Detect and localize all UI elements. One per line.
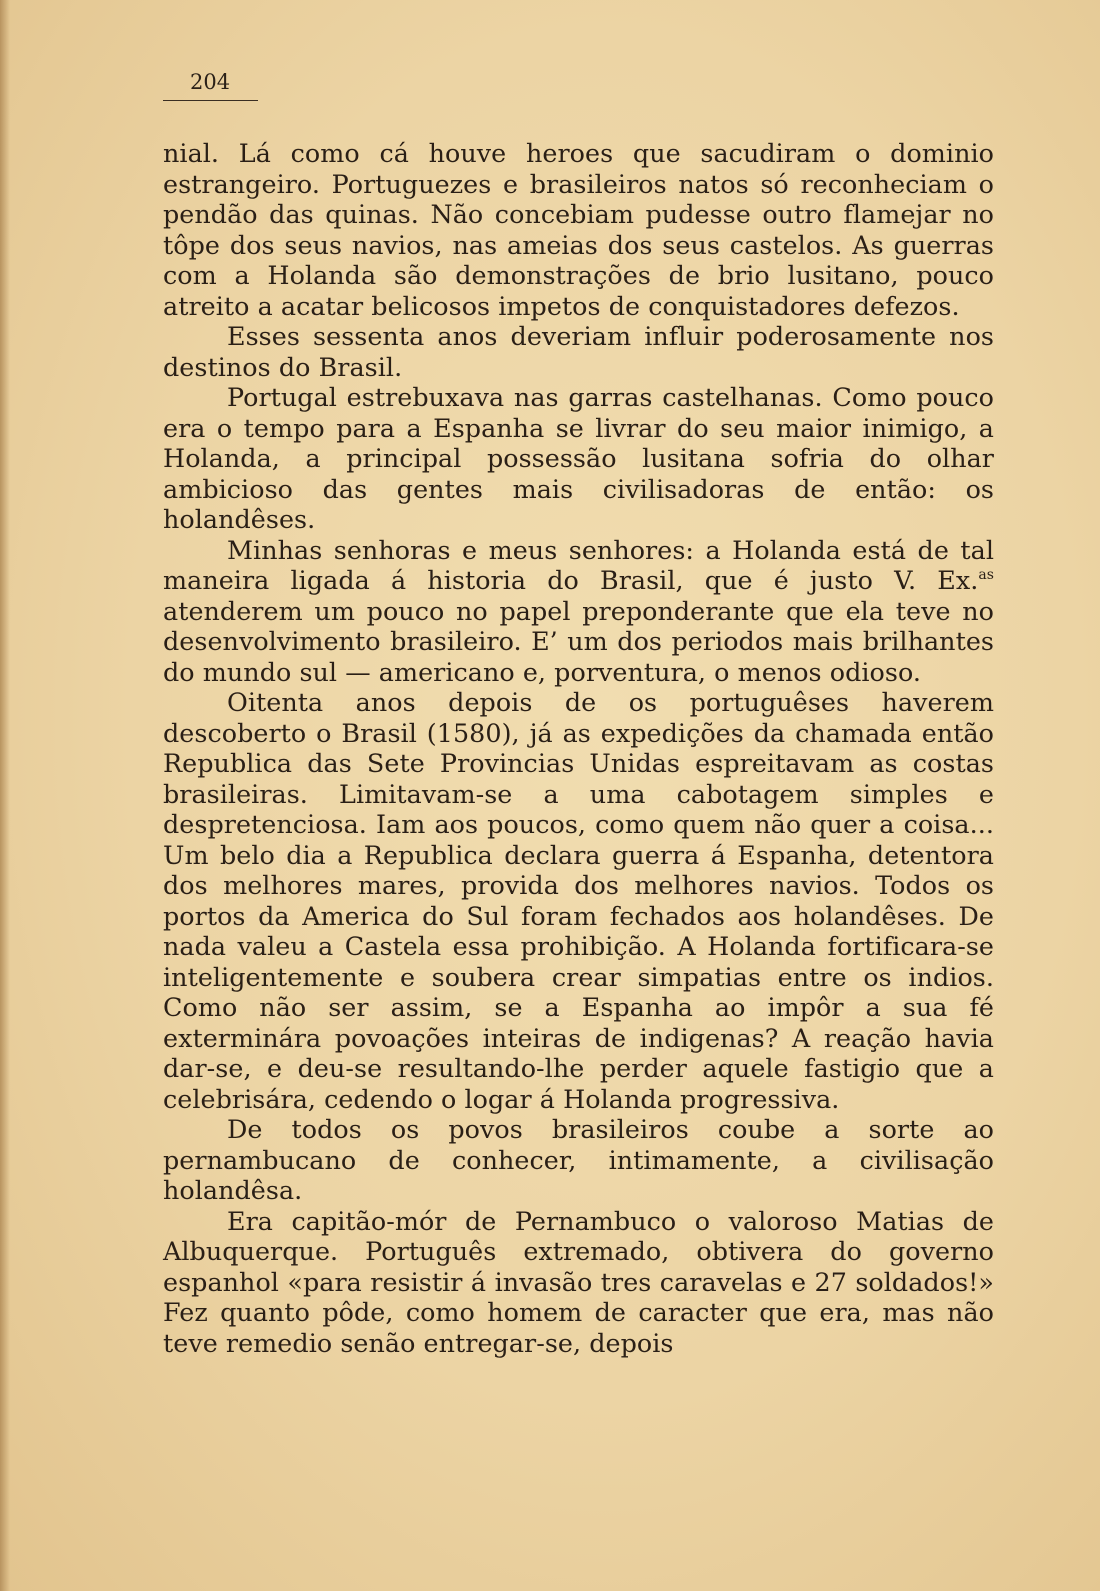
paragraph-4 [163, 535, 994, 688]
paragraph-4-text-after: atenderem um pouco no papel preponderante que ela teve no desenvolvimento brasileiro. E’ um dos periodos mais brilhantes do mundo sul — americano e, porventura, o menos odioso. [163, 595, 994, 687]
paragraph-6: De todos os povos brasileiros coube a sorte ao pernambucano de conhecer, intimamente, a civilisação holandêsa. [163, 1114, 994, 1205]
body-text [163, 138, 994, 1358]
paragraph-5: Oitenta anos depois de os portuguêses haverem descoberto o Brasil (1580), já as expedições da chamada então Republica das Sete Provincias Unidas espreitavam as costas brasileiras. Limitavam-se a uma cabotagem simples e despretenciosa. Iam aos poucos, como quem não quer a coisa... Um belo dia a Republica declara guerra á Espanha, detentora dos melhores mares, provida dos melhores navios. Todos os portos da America do Sul foram fechados aos holandêses. De nada valeu a Castela essa prohibição. A Holanda fortificara-se inteligentemente e soubera crear simpatias entre os indios. Como não ser assim, se a Espanha ao impôr a sua fé exterminára povoações inteiras de indigenas? A reação havia dar-se, e deu-se resultando-lhe perder aquele fastigio que a celebrisára, cedendo o logar á Holanda progressiva. [163, 687, 994, 1114]
abbreviation-superscript: as [978, 567, 994, 583]
page-number-rule [163, 100, 258, 101]
paragraph-2: Esses sessenta anos deveriam influir poderosamente nos destinos do Brasil. [163, 321, 994, 382]
page-number: 204 [190, 70, 231, 94]
paragraph-7: Era capitão-mór de Pernambuco o valoroso Matias de Albuquerque. Português extremado, obtivera do governo espanhol «para resistir á invasão tres caravelas e 27 soldados!» Fez quanto pôde, como homem de caracter que era, mas não teve remedio senão entregar-se, depois [163, 1205, 994, 1358]
page-left-edge [0, 0, 10, 1591]
paragraph-4-text-before: Minhas senhoras e meus senhores: a Holanda está de tal maneira ligada á historia do Brasil, que é justo V. Ex. [163, 534, 994, 595]
paragraph-3: Portugal estrebuxava nas garras castelhanas. Como pouco era o tempo para a Espanha se livrar do seu maior inimigo, a Holanda, a principal possessão lusitana sofria do olhar ambicioso das gentes mais civilisadoras de então: os holandêses. [163, 382, 994, 534]
paragraph-1: nial. Lá como cá houve heroes que sacudiram o dominio estrangeiro. Portuguezes e brasileiros natos só reconheciam o pendão das quinas. Não concebiam pudesse outro flamejar no tôpe dos seus navios, nas ameias dos seus castelos. As guerras com a Holanda são demonstrações de brio lusitano, pouco atreito a acatar belicosos impetos de conquistadores defezos. [163, 138, 994, 321]
